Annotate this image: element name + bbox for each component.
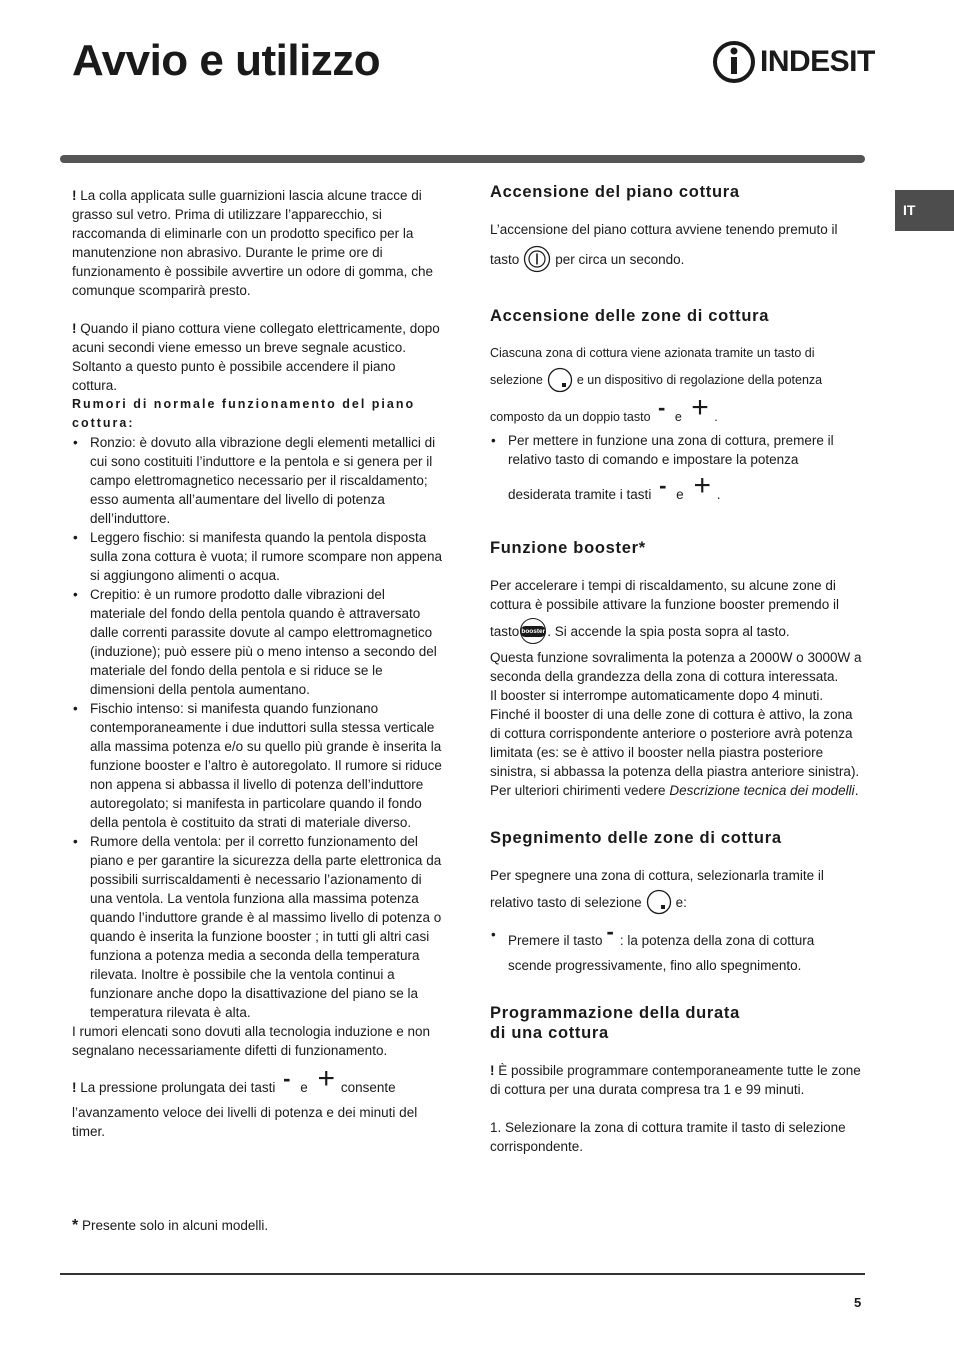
noise-summary: I rumori elencati sono dovuti alla tecnologia induzione e non segnalano necessariamente difetti di funzionamento.: [72, 1024, 430, 1058]
list-item: • Rumore della ventola: per il corretto funzionamento del piano e per garantire la sicurezza della parte elettronica da possibili surriscaldamenti è necessario l’azionamento di una ventola. La ventola funziona alla massima potenza quando l’induttore grande è al massimo livello di potenza o quando è inserita la funzione booster ; in tutti gli altri casi funziona a potenza media a seconda della temperatura rilevata. Inoltre è possibile che la ventola continui a funzionare anche dopo la disattivazione del piano se la temperatura rilevata è alta.: [72, 832, 444, 1022]
zone-instructions: [490, 431, 865, 504]
minus-icon: -: [659, 473, 667, 498]
plus-icon: +: [317, 1062, 336, 1095]
switch-off-instructions: [490, 919, 865, 975]
note-grease: ! La colla applicata sulle guarnizioni lascia alcune tracce di grasso sul vetro. Prima di utilizzare l’apparecchio, si raccomanda di eliminarle con un prodotto specifico per la manutenzione non abrasivo. Durante le prime ore di funzionamento è possibile avvertire un odore di gomma, che comunque scomparirà presto.: [72, 188, 433, 298]
indesit-logo-icon: [712, 40, 756, 84]
noise-heading: Rumori di normale funzionamento del piano cottura:: [72, 397, 416, 430]
plus-icon: +: [693, 469, 711, 502]
minus-icon: -: [283, 1066, 291, 1091]
page-number: 5: [854, 1295, 862, 1310]
noise-list: [72, 433, 444, 1022]
section-heading: Funzione booster*: [490, 539, 646, 557]
list-item: • Crepitio: è un rumore prodotto dalle vibrazioni del materiale del fondo della pentola quando è attraversato dalle correnti parassite dovute al campo elettromagnetico (induzione); può essere più o meno intenso a secondo del materiale del fondo della pentola e si riduce se le dimensioni della pentola aumentano.: [72, 585, 444, 699]
list-item: • Ronzio: è dovuto alla vibrazione degli elementi metallici di cui sono costituiti l’induttore e la pentola e si genera per il campo elettromagnetico necessario per il riscaldamento; esso aumenta all’aumentare del livello di potenza dell’induttore.: [72, 433, 444, 528]
brand-name: INDESIT: [760, 45, 875, 78]
note-long-press-cont: l’avanzamento veloce dei livelli di potenza e dei minuti del timer.: [72, 1105, 418, 1139]
list-item: • Premere il tasto - : la potenza della zona di cottura scende progressivamente, fino allo spegnimento.: [490, 925, 865, 975]
booster-button-icon: booster: [520, 618, 546, 644]
list-item: • Per mettere in funzione una zona di cottura, premere il relativo tasto di comando e impostare la potenza desiderata tramite i tasti - e + .: [490, 431, 865, 504]
footnote: * Presente solo in alcuni modelli.: [72, 1217, 269, 1234]
right-column: Accensione del piano cottura L’accensione del piano cottura avviene tenendo premuto il tasto per circa un secondo. Accensione delle zone di cottura Ciascuna zona di cottura viene azionata tramite un tasto di selezione e un dispositivo di regolazione della potenza composto da un doppio tasto - e + . • Per mettere in funzione una zona di cottura, premere il relativo tasto di comando e impostare la potenza desiderata tramite i tasti - e + . Funzione booster* Per accelerare i tempi di riscaldamento, su alcune zone di cottura è possibile attivare la funzione booster premendo il tasto booster . Si accende la spia posta sopra al tasto. Questa funzione sovralimenta la potenza a 2000W o 3000W a seconda della grandezza della zona di cottura interessata. Il booster si interrompe automaticamente dopo 4 minuti. Finché il booster di una delle zone di cottura è attivo, la zona di cottura corrispondente anteriore o posteriore avrà potenza limitata (es: se è attivo il booster nella piastra posteriore sinistra, si abbassa la potenza della piastra anteriore sinistra). Per ulteriori chirimenti vedere Descrizione tecnica dei modelli. Spegnimento delle zone di cottura Per spegnere una zona di cottura, selezionarla tramite il relativo tasto di selezione e: • Premere il tasto - : la potenza della zona di cottura scende progressivamente, fino allo spegnimento. Programmazione della durata di una cottura ! È possibile programmare contemporaneamente tutte le zone di cottura per una durata compresa tra 1 e 99 minuti. 1. Selezionare la zona di cottura tramite il tasto di selezione corrispondente.: [490, 182, 865, 1156]
page-title: Avvio e utilizzo: [72, 36, 381, 85]
minus-icon: -: [658, 395, 666, 420]
note-long-press: ! La pressione prolungata dei tasti - e + consente: [72, 1062, 396, 1095]
minus-icon: -: [606, 919, 614, 944]
section-heading: Accensione del piano cottura: [490, 183, 740, 201]
section-heading: Programmazione della durata di una cottura: [490, 1004, 740, 1042]
zone-select-icon: [646, 889, 672, 915]
section-heading: Accensione delle zone di cottura: [490, 307, 770, 325]
list-item: • Fischio intenso: si manifesta quando funzionano contemporaneamente i due induttori sulla stessa verticale alla massima potenza e/o su quello più grande è inserita la funzione booster e l’altro è autoregolato. Il rumore si riduce non appena si abbassa il livello di potenza dell’induttore autoregolato; si manifesta in particolare quando il fondo della pentola è costituito da strati di materiale diverso.: [72, 699, 444, 832]
header-divider: [60, 155, 865, 163]
note-power-on-signal: ! Quando il piano cottura viene collegato elettricamente, dopo acuni secondi viene emesso un breve segnale acustico. Soltanto a questo punto è possibile accendere il piano cottura.: [72, 321, 440, 393]
zone-select-icon: [547, 367, 573, 393]
section-heading: Spegnimento delle zone di cottura: [490, 829, 782, 847]
list-item: • Leggero fischio: si manifesta quando la pentola disposta sulla zona cottura è vuota; il rumore scompare non appena si aggiungono alimenti o acqua.: [72, 528, 444, 585]
left-column: [72, 186, 444, 1141]
footer-divider: [60, 1273, 865, 1275]
power-button-icon: [523, 245, 551, 273]
brand-logo: [712, 40, 875, 84]
plus-icon: +: [691, 391, 709, 424]
language-tab: IT: [895, 190, 954, 231]
